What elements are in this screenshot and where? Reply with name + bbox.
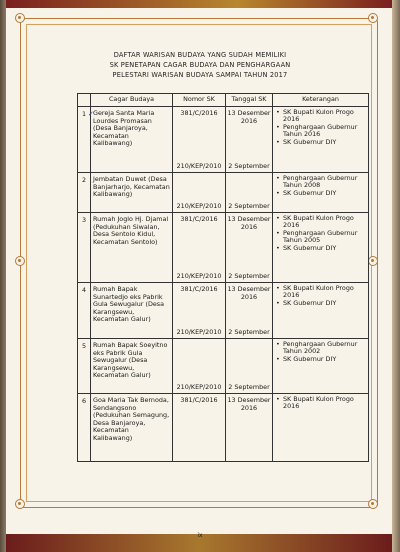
row-number: 5 [78, 339, 91, 394]
tanggal-sk-cell [226, 283, 273, 339]
tanggal-sk-top: 13 Desember 2016 [227, 109, 271, 125]
keterangan-item: • SK Bupati Kulon Progo 2016 [275, 396, 366, 411]
nomor-sk-cell [173, 213, 226, 283]
heading-line-1: DAFTAR WARISAN BUDAYA YANG SUDAH MEMILIKI [113, 51, 287, 59]
header-tanggal-sk: Tanggal SK [226, 94, 273, 107]
table-row [78, 107, 369, 173]
nomor-sk-cell [173, 283, 226, 339]
nomor-sk-top: 381/C/2016 [180, 285, 218, 293]
tanggal-sk-top [227, 175, 271, 176]
nomor-sk-cell [173, 107, 226, 173]
nomor-sk-top [174, 175, 224, 176]
row-number: 1 [78, 107, 91, 173]
keterangan-cell [273, 213, 369, 283]
tanggal-sk-bottom: 2 September [228, 271, 270, 280]
corner-ornament-top-right [368, 13, 378, 23]
row-number: 6 [78, 394, 91, 462]
nomor-sk-top: 381/C/2016 [180, 109, 218, 117]
page-number: ix [197, 532, 203, 539]
header-keterangan: Keterangan [273, 94, 369, 107]
row-number: 2 [78, 173, 91, 213]
header-no [78, 94, 91, 107]
nomor-sk-bottom: 210/KEP/2010 [176, 161, 222, 170]
header-nomor-sk: Nomor SK [173, 94, 226, 107]
keterangan-item: • SK Bupati Kulon Progo 2016 [275, 109, 366, 124]
cagar-budaya-cell: Goa Maria Tak Bernoda, Sendangsono (Pedukuhan Semagung, Desa Banjaroya, Kecamatan Kalibawang) [91, 394, 173, 462]
corner-ornament-bottom-right [368, 499, 378, 509]
keterangan-item: • SK Bupati Kulon Progo 2016 [275, 285, 366, 300]
tanggal-sk-bottom: 2 September [228, 327, 270, 336]
cagar-budaya-cell: Rumah Bapak Soeyitno eks Pabrik Gula Sewugalur (Desa Karangsewu, Kecamatan Galur) [91, 339, 173, 394]
tanggal-sk-top: 13 Desember 2016 [227, 285, 271, 301]
keterangan-item: • SK Gubernur DIY [275, 139, 366, 147]
tanggal-sk-cell [226, 394, 273, 462]
header-cagar-budaya: Cagar Budaya [91, 94, 173, 107]
tanggal-sk-cell [226, 339, 273, 394]
heading-line-3: PELESTARI WARISAN BUDAYA SAMPAI TAHUN 2017 [112, 71, 288, 79]
tanggal-sk-top [227, 341, 271, 342]
tanggal-sk-bottom: 2 September [228, 161, 270, 170]
keterangan-item: • Penghargaan Gubernur Tahun 2005 [275, 230, 366, 245]
tanggal-sk-cell [226, 213, 273, 283]
nomor-sk-bottom: 210/KEP/2010 [176, 382, 222, 391]
keterangan-item: • SK Gubernur DIY [275, 300, 366, 308]
heritage-table [77, 93, 369, 462]
row-number: 4 [78, 283, 91, 339]
keterangan-item: • SK Gubernur DIY [275, 356, 366, 364]
row-number: 3 [78, 213, 91, 283]
tanggal-sk-bottom: 2 September [228, 382, 270, 391]
nomor-sk-bottom: 210/KEP/2010 [176, 271, 222, 280]
document-heading [40, 50, 360, 80]
tanggal-sk-cell [226, 107, 273, 173]
table-header-row [78, 94, 369, 107]
nomor-sk-bottom: 210/KEP/2010 [176, 201, 222, 210]
keterangan-item: • SK Gubernur DIY [275, 190, 366, 198]
cagar-budaya-cell: Gereja Santa Maria Lourdes Promasan (Desa Banjaroya, Kecamatan Kalibawang) [91, 107, 173, 173]
keterangan-cell [273, 107, 369, 173]
nomor-sk-cell [173, 394, 226, 462]
nomor-sk-top [174, 341, 224, 342]
table-row [78, 213, 369, 283]
nomor-sk-bottom: 210/KEP/2010 [176, 327, 222, 336]
keterangan-cell [273, 173, 369, 213]
side-ornament-right [368, 256, 378, 266]
keterangan-cell [273, 394, 369, 462]
keterangan-item: • Penghargaan Gubernur Tahun 2016 [275, 124, 366, 139]
keterangan-item: • Penghargaan Gubernur Tahun 2002 [275, 341, 366, 356]
cagar-budaya-cell: Rumah Bapak Sunartedjo eks Pabrik Gula Sewugalur (Desa Karangsewu, Kecamatan Galur) [91, 283, 173, 339]
keterangan-item: • SK Gubernur DIY [275, 245, 366, 253]
tanggal-sk-top: 13 Desember 2016 [227, 396, 271, 412]
page-edge-left [0, 0, 6, 552]
nomor-sk-cell [173, 173, 226, 213]
corner-ornament-top-left [15, 13, 25, 23]
keterangan-cell [273, 339, 369, 394]
keterangan-cell [273, 283, 369, 339]
nomor-sk-top: 381/C/2016 [180, 396, 218, 404]
keterangan-item: • Penghargaan Gubernur Tahun 2008 [275, 175, 366, 190]
top-decorative-strip [6, 0, 392, 8]
corner-ornament-bottom-left [15, 499, 25, 509]
cagar-budaya-cell: Rumah Joglo Hj. Djamal (Pedukuhan Siwalan, Desa Sentolo Kidul, Kecamatan Sentolo) [91, 213, 173, 283]
side-ornament-left [15, 256, 25, 266]
tanggal-sk-bottom: 2 September [228, 201, 270, 210]
table-row [78, 339, 369, 394]
heading-line-2: SK PENETAPAN CAGAR BUDAYA DAN PENGHARGAAN [109, 61, 291, 69]
page-edge-right [392, 0, 400, 552]
pen-mark: ✓ [88, 110, 94, 118]
nomor-sk-top: 381/C/2016 [180, 215, 218, 223]
keterangan-item: • SK Bupati Kulon Progo 2016 [275, 215, 366, 230]
table-row [78, 394, 369, 462]
table-row [78, 283, 369, 339]
cagar-budaya-cell: Jembatan Duwet (Desa Banjarharjo, Kecamatan Kalibawang) [91, 173, 173, 213]
nomor-sk-cell [173, 339, 226, 394]
table-row [78, 173, 369, 213]
tanggal-sk-cell [226, 173, 273, 213]
tanggal-sk-top: 13 Desember 2016 [227, 215, 271, 231]
